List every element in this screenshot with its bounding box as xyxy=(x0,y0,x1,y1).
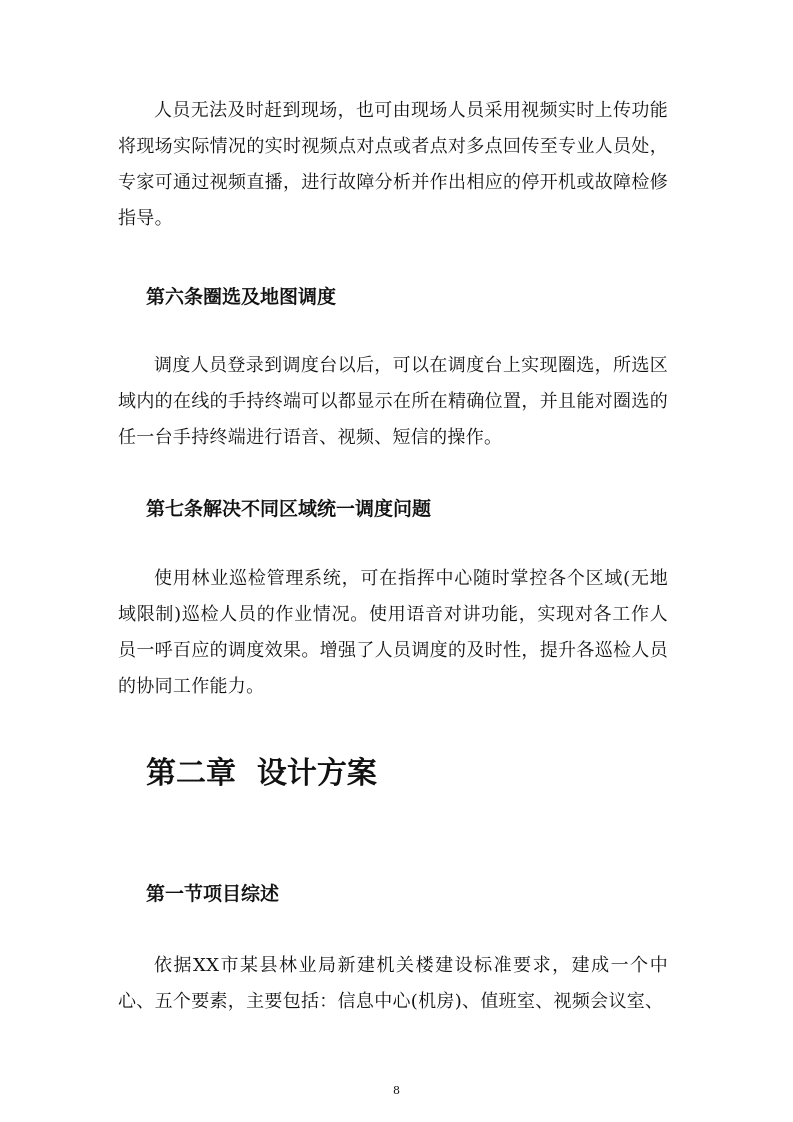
paragraph-circle-selection: 调度人员登录到调度台以后，可以在调度台上实现圈选，所选区域内的在线的手持终端可以都显示在所在精确位置，并且能对圈选的任一台手持终端进行语音、视频、短信的操作。 xyxy=(118,355,668,448)
paragraph-video-upload: 人员无法及时赶到现场，也可由现场人员采用视频实时上传功能将现场实际情况的实时视频点对点或者点对多点回传至专业人员处，专家可通过视频直播，进行故障分析并作出相应的停开机或故障检修指导。 xyxy=(118,100,668,229)
heading-article-6: 第六条圈选及地图调度 xyxy=(146,286,337,308)
paragraph-project-overview: 依据XX市某县林业局新建机关楼建设标准要求，建成一个中心、五个要素，主要包括：信息中心(机房)、值班室、视频会议室、 xyxy=(118,955,668,1012)
paragraph-unified-dispatch: 使用林业巡检管理系统，可在指挥中心随时掌控各个区域(无地域限制)巡检人员的作业情况。使用语音对讲功能，实现对各工作人员一呼百应的调度效果。增强了人员调度的及时性，提升各巡检人员的协同工作能力。 xyxy=(118,568,668,697)
section-title: 第一节项目综述 xyxy=(146,883,280,905)
chapter-title: 第二章 设计方案 xyxy=(146,756,377,791)
heading-article-7: 第七条解决不同区域统一调度问题 xyxy=(146,498,432,520)
page-number: 8 xyxy=(393,1084,400,1097)
